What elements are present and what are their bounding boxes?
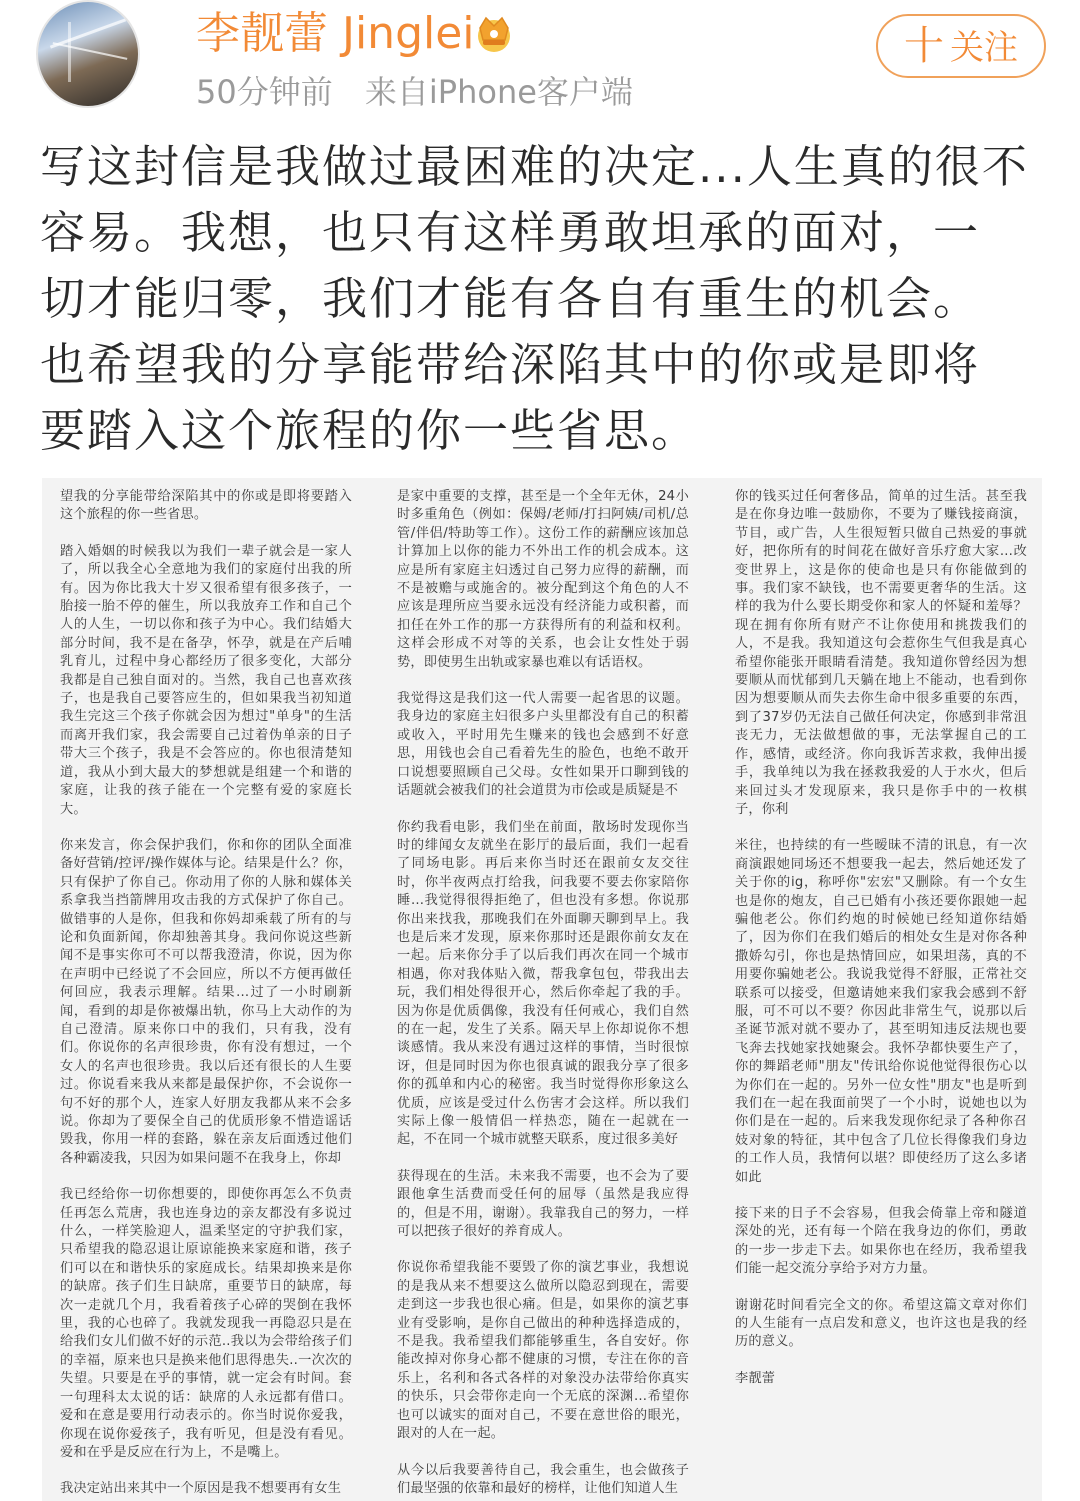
post-time: 50分钟前: [196, 73, 333, 111]
post-line: 写这封信是我做过最困难的决定...人生真的很不: [40, 140, 1029, 193]
username[interactable]: 李靓蕾 Jinglei: [196, 8, 475, 59]
letter-column-1: [60, 478, 352, 1501]
post-line: 切才能归零，我们才能有各自有重生的机会。: [40, 272, 981, 325]
letter-paragraph: 你来发言，你会保护我们，你和你的团队全面准备好营销/控评/操作媒体与论。结果是什么？你，只有保护了你自己。你动用了你的人脉和媒体关系拿我当挡箭牌用攻击我的方式保护了你自己。做错事的人是你，但我和你妈却乘载了所有的与论和负面新闻，你却独善其身。我问你说这些新闻不是事实你可不可以帮我澄清，你说，因为你在声明中已经说了不会回应，所以不方便再做任何回应，我表示理解。结果...过了一小时刷新闻，看到的却是你被爆出轨，你马上大动作的为自己澄清。原来你口中的我们，只有我，没有们。你说你的名声很珍贵，你有没有想过，一个女人的名声也很珍贵。我以后还有很长的人生要过。你说看来我从来都是最保护你，不会说你一句不好的那个人，连家人好朋友我都从来不会多说。你却为了要保全自己的优质形象不惜造谣话毁我，你用一样的套路，躲在亲友后面透过他们各种霸凌我，只因为如果问题不在我身上，你却: [60, 837, 352, 1166]
follow-button[interactable]: [876, 14, 1046, 78]
post-source: 来自iPhone客户端: [364, 73, 633, 111]
letter-paragraph: 接下来的日子不会容易，但我会倚靠上帝和隧道深处的光，还有每一个陪在我身边的你们，勇敢的一步一步走下去。如果你也在经历，我希望我们能一起交流分享给予对方力量。: [735, 1206, 1027, 1277]
letter-column-3: [735, 478, 1027, 1501]
avatar[interactable]: [36, 0, 140, 108]
post-meta: [196, 70, 633, 114]
letter-column-2: [397, 478, 689, 1501]
post-body: [40, 134, 1040, 464]
letter-paragraph: 是家中重要的支撑，甚至是一个全年无休，24小时多重角色（例如：保姆/老师/打扫阿姨/司机/总管/伴侣/特助等工作）。这份工作的薪酬应该加总计算加上以你的能力不外出工作的机会成本。这应是所有家庭主妇透过自己努力应得的薪酬，而不是被赡与或施舍的。被分配到这个角色的人不应该是理所应当要永远没有经济能力或积蓄，而扣任在外工作的那一方获得所有的利益和权利。这样会形成不对等的关系，也会让女性处于弱势，即使男生出轨或家暴也难以有话语权。: [397, 489, 689, 670]
post-line: 也希望我的分享能带给深陷其中的你或是即将: [40, 338, 981, 391]
letter-paragraph: 踏入婚姻的时候我以为我们一辈子就会是一家人了，所以我全心全意地为我们的家庭付出我的所有。因为你比我大十岁又很希望有很多孩子，一胎接一胎不停的催生，所以我放弃工作和自己个人的人生，一切以你和孩子为中心。我们结婚大部分时间，我不是在备孕，怀孕，就是在产后哺乳育儿，过程中身心都经历了很多变化，大部分我都是自己独自面对的。当然，我自己也喜欢孩子，也是我自己要答应生的，但如果我当初知道我生完这三个孩子你就会因为想过"单身"的生活而离开我们家，我会需要自己过着伪单亲的日子带大三个孩子，我是不会答应的。你也很清楚知道，我从小到大最大的梦想就是组建一个和谐的家庭，让我的孩子能在一个完整有爱的家庭长大。: [60, 543, 352, 817]
plus-icon: 十: [904, 23, 944, 69]
crown-icon: [472, 10, 516, 54]
follow-label: 关注: [950, 28, 1018, 68]
letter-paragraph: 你的钱买过任何奢侈品，简单的过生活。甚至我是在你身边唯一鼓励你，不要为了赚钱接商演，节目，或广告，人生很短暂只做自己热爱的事就好，把你所有的时间花在做好音乐疗愈大家...改变世界上，这是你的使命也是只有你能做到的事。我们家不缺钱，也不需要更奢华的生活。这样的我为什么要长期受你和家人的怀疑和羞辱？现在拥有你所有财产不让你使用和挑拨我们的人，不是我。我知道这句会惹你生气但我是真心希望你能张开眼睛看清楚。我知道你曾经因为想要顺从而忧郁到几天躺在地上不能动，也看到你因为想要顺从而失去你生命中很多重要的东西，到了37岁仍无法自己做任何决定，你感到非常沮丧无力，无法做想做的事，无法掌握自己的工作，感情，或经济。你向我诉苦求救，我伸出援手，我单纯以为我在拯救我爱的人于水火，但后来回过头才发现原来，我只是你手中的一枚棋子，你利: [735, 489, 1027, 817]
letter-paragraph: 我已经给你一切你想要的，即使你再怎么不负责任再怎么荒唐，我也连身边的亲友都没有多说过什么，一样笑脸迎人，温柔坚定的守护我们家，只希望我的隐忍退让原谅能换来家庭和谐，孩子们可以在和谐快乐的家庭成长。结果却换来是你的缺席。孩子们生日缺席，重要节日的缺席，每次一走就几个月，我看着孩子心碎的哭倒在我怀里，我的心也碎了。我就发现我一再隐忍只是在给我们女儿们做不好的示范..我以为会带给孩子们的幸福，原来也只是换来他们思得患失..一次次的失望。只要是在乎的事情，就一定会有时间。套一句理科太太说的话：缺席的人永远都有借口。爱和在意是要用行动表示的。你当时说你爱我，你现在说你爱孩子，我有听见，但是没有看见。爱和在乎是反应在行为上，不是嘴上。: [60, 1187, 352, 1460]
letter-paragraph: 从今以后我要善待自己，我会重生，也会做孩子们最坚强的依靠和最好的榜样，让他们知道人生: [397, 1462, 689, 1496]
post-line: 要踏入这个旅程的你一些省思。: [40, 404, 699, 457]
letter-paragraph: 谢谢花时间看完全文的你。希望这篇文章对你们的人生能有一点启发和意义，也许这也是我的经历的意义。: [735, 1297, 1027, 1350]
letter-paragraph: 你说你希望我能不要毁了你的演艺事业，我想说的是我从来不想要这么做所以隐忍到现在，需要走到这一步我也很心痛。但是，如果你的演艺事业有受影响，是你自己做出的种种选择造成的，不是我。我希望我们都能够重生，各自安好。你能改掉对你身心都不健康的习惯，专注在你的音乐上，名利和各式各样的对象没办法带给你真实的快乐，只会带你走向一个无底的深渊...希望你也可以诚实的面对自己，不要在意世俗的眼光，跟对的人在一起。: [397, 1260, 689, 1442]
letter-paragraph: 我决定站出来其中一个原因是我不想要再有女生: [60, 1481, 342, 1497]
letter-signature: 李靓蕾: [735, 1370, 776, 1386]
letter-paragraph: 你约我看电影，我们坐在前面，散场时发现你当时的绯闻女友就坐在影厅的最后面，我们一起看了同场电影。再后来你当时还在跟前女友交往时，你半夜两点打给我，问我要不要去你家陪你睡...我觉得很得拒绝了，但也没有多想。你说那你出来找我，那晚我们在外面聊天聊到早上。我也是后来才发现，原来你那时还是跟你前女友在一起。后来你分手了以后我们再次在同一个城市相遇，你对我体贴入微，帮我拿包包，带我出去玩，我们相处得很开心，然后你牵起了我的手。因为你是优质偶像，我没有任何戒心，我们自然的在一起，发生了关系。隔天早上你却说你不想谈感情。我从来没有遇过这样的事情，当时很惊讶，但是同时因为你也很真诚的跟我分享了很多你的孤单和内心的秘密。我当时觉得你形象这么优质，应该是受过什么伤害才会这样。所以我们实际上像一般情侣一样热恋，随在一起就在一起，不在同一个城市就整天联系，度过很多美好: [397, 819, 689, 1148]
letter-paragraph: 获得现在的生活。未来我不需要，也不会为了要跟他拿生活费而受任何的屈辱（虽然是我应得的，但是不用，谢谢）。我靠我自己的努力，一样可以把孩子很好的养育成人。: [397, 1168, 689, 1240]
letter-paragraph: 望我的分享能带给深陷其中的你或是即将要踏入这个旅程的你一些省思。: [60, 489, 352, 523]
letter-paragraph: 米往，也持续的有一些暧昧不清的讯息，有一次商演跟她同场还不想要我一起去，然后她还发了关于你的ig，称呼你"宏宏"又删除。有一个女生也是你的炮友，自己已婚有小孩还要你跟她一起骗他老公。你们约炮的时候她已经知道你结婚了，因为你们在我们婚后的相处女生是对你各种撒娇勾引，你也是热情回应，如果坦荡，真的不用要你骗她老公。我说我觉得不舒服，正常社交联系可以接受，但邀请她来我们家我会感到不舒服，可不可以不要？你因此非常生气，说那以后圣诞节派对就不要办了，甚至明知违反法规也要飞奔去找她家找她聚会。我怀孕都快要生产了，你的舞蹈老师"朋友"传讯给你说他觉得很伤心以为你们在一起的。另外一位女性"朋友"也是听到我们在一起在我面前哭了一个小时，说她也以为你们是在一起的。后来我发现你纪录了各种你召妓对象的特征，其中包含了几位长得像我们身边的工作人员，我情何以堪？即使经历了这么多诸如此: [735, 838, 1027, 1185]
post-line: 容易。我想，也只有这样勇敢坦承的面对，一: [40, 206, 981, 259]
letter-paragraph: 我觉得这是我们这一代人需要一起省思的议题。我身边的家庭主妇很多户头里都没有自己的积蓄或收入，平时用先生赚来的钱也会感到不好意思，用钱也会自己看着先生的脸色，也绝不敢开口说想要照顾自己父母。女性如果开口聊到钱的话题就会被我们的社会道贯为市侩或是质疑是不: [397, 691, 689, 799]
post-header: [0, 0, 1080, 130]
letter-image[interactable]: [42, 478, 1042, 1501]
